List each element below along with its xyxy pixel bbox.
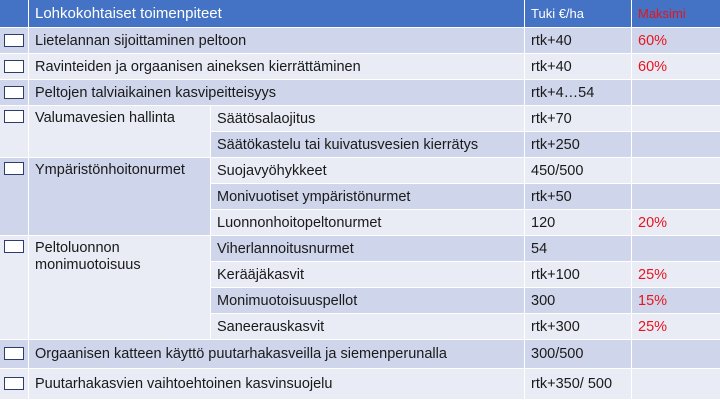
row-support: rtk+350/ 500: [525, 369, 631, 399]
row-max: 60%: [632, 28, 720, 53]
sub-max: 25%: [632, 314, 720, 339]
sub-label: Luonnonhoitopeltonurmet: [211, 210, 524, 235]
sub-support: rtk+70: [525, 106, 631, 131]
sub-label: Säätösalaojitus: [211, 106, 524, 131]
sub-support: 54: [525, 236, 631, 261]
empty-checkbox-icon[interactable]: [4, 60, 24, 73]
row-support: rtk+40: [525, 28, 631, 53]
sub-max: [632, 106, 720, 131]
sub-label: Monimuotoisuuspellot: [211, 288, 524, 313]
sub-label: Säätökastelu tai kuivatusvesien kierrätys: [211, 132, 524, 157]
sub-max: 25%: [632, 262, 720, 287]
row-label: Peltojen talviaikainen kasvipeitteisyys: [29, 80, 524, 105]
empty-checkbox-icon[interactable]: [4, 162, 24, 175]
row-support: rtk+40: [525, 54, 631, 79]
sub-support: 300: [525, 288, 631, 313]
row-label: Ravinteiden ja orgaanisen aineksen kierrättäminen: [29, 54, 524, 79]
header-checkbox-column: [0, 0, 28, 27]
empty-checkbox-icon[interactable]: [4, 240, 24, 253]
group-label: Ympäristönhoitonurmet: [29, 158, 210, 235]
empty-checkbox-icon[interactable]: [4, 377, 24, 390]
sub-max: 20%: [632, 210, 720, 235]
sub-label: Viherlannoitusnurmet: [211, 236, 524, 261]
row-max: [632, 369, 720, 399]
row-label: Orgaanisen katteen käyttö puutarhakasveilla ja siemenperunalla: [29, 340, 524, 368]
sub-max: [632, 132, 720, 157]
empty-checkbox-icon[interactable]: [4, 347, 24, 360]
sub-label: Saneerauskasvit: [211, 314, 524, 339]
sub-max: [632, 236, 720, 261]
header-support: Tuki €/ha: [525, 0, 631, 27]
sub-max: 15%: [632, 288, 720, 313]
sub-label: Monivuotiset ympäristönurmet: [211, 184, 524, 209]
row-support: 300/500: [525, 340, 631, 368]
row-label: Lietelannan sijoittaminen peltoon: [29, 28, 524, 53]
group-label: Valumavesien hallinta: [29, 106, 210, 157]
header-title: Lohkokohtaiset toimenpiteet: [29, 0, 524, 27]
sub-support: 450/500: [525, 158, 631, 183]
sub-support: rtk+100: [525, 262, 631, 287]
header-max: Maksimi: [632, 0, 720, 27]
row-max: [632, 340, 720, 368]
group-label: Peltoluonnon monimuotoisuus: [29, 236, 210, 339]
row-max: [632, 80, 720, 105]
sub-label: Suojavyöhykkeet: [211, 158, 524, 183]
sub-support: rtk+250: [525, 132, 631, 157]
sub-support: 120: [525, 210, 631, 235]
sub-support: rtk+300: [525, 314, 631, 339]
row-max: 60%: [632, 54, 720, 79]
sub-support: rtk+50: [525, 184, 631, 209]
empty-checkbox-icon[interactable]: [4, 110, 24, 123]
row-support: rtk+4…54: [525, 80, 631, 105]
sub-max: [632, 158, 720, 183]
empty-checkbox-icon[interactable]: [4, 34, 24, 47]
empty-checkbox-icon[interactable]: [4, 86, 24, 99]
sub-max: [632, 184, 720, 209]
row-label: Puutarhakasvien vaihtoehtoinen kasvinsuojelu: [29, 369, 524, 399]
sub-label: Kerääjäkasvit: [211, 262, 524, 287]
